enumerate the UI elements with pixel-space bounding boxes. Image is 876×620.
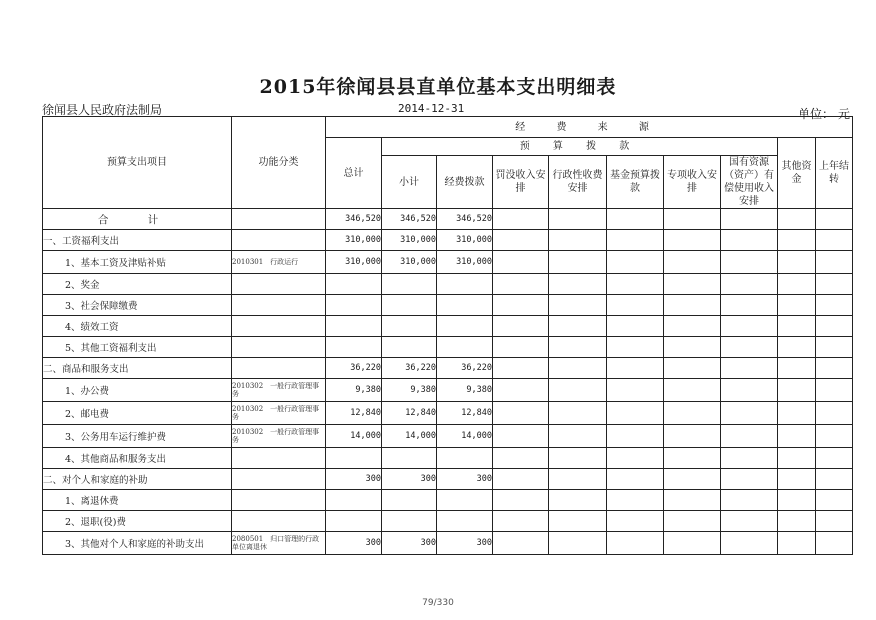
row-item: 1、基本工资及津贴补贴 — [43, 251, 232, 274]
row-fines — [493, 316, 549, 337]
row-item: 合 计 — [43, 209, 232, 230]
table-row — [43, 425, 853, 448]
row-total: 14,000 — [326, 425, 382, 448]
header-fund-budget: 基金预算拨款 — [607, 156, 664, 209]
row-func: 2010302 一般行政管理事务 — [232, 425, 326, 448]
row-carryover — [816, 230, 853, 251]
row-carryover — [816, 251, 853, 274]
row-special-income — [664, 402, 721, 425]
row-func — [232, 448, 326, 469]
row-fines — [493, 230, 549, 251]
row-funds-alloc: 300 — [437, 532, 493, 555]
row-fund-budget — [607, 251, 664, 274]
row-total — [326, 490, 382, 511]
row-other-funds — [778, 490, 816, 511]
row-state-assets — [721, 448, 778, 469]
table-row — [43, 402, 853, 425]
row-admin-fees — [549, 295, 607, 316]
row-subtotal — [382, 490, 437, 511]
row-subtotal — [382, 316, 437, 337]
row-special-income — [664, 274, 721, 295]
row-state-assets — [721, 532, 778, 555]
row-other-funds — [778, 358, 816, 379]
row-state-assets — [721, 274, 778, 295]
row-admin-fees — [549, 358, 607, 379]
row-admin-fees — [549, 274, 607, 295]
row-fund-budget — [607, 379, 664, 402]
row-item: 1、离退休费 — [43, 490, 232, 511]
row-total — [326, 295, 382, 316]
row-funds-alloc — [437, 490, 493, 511]
table-row — [43, 469, 853, 490]
row-fines — [493, 337, 549, 358]
row-special-income — [664, 209, 721, 230]
row-subtotal: 310,000 — [382, 251, 437, 274]
row-admin-fees — [549, 469, 607, 490]
row-fund-budget — [607, 402, 664, 425]
row-item: 4、绩效工资 — [43, 316, 232, 337]
row-state-assets — [721, 469, 778, 490]
page-number: 79/330 — [422, 598, 454, 608]
row-item: 1、办公费 — [43, 379, 232, 402]
row-carryover — [816, 379, 853, 402]
row-total: 9,380 — [326, 379, 382, 402]
row-total: 310,000 — [326, 230, 382, 251]
row-carryover — [816, 532, 853, 555]
header-fines: 罚没收入安排 — [493, 156, 549, 209]
row-other-funds — [778, 402, 816, 425]
row-func — [232, 209, 326, 230]
row-state-assets — [721, 209, 778, 230]
row-special-income — [664, 251, 721, 274]
page-title: 2015年徐闻县县直单位基本支出明细表 — [259, 76, 617, 98]
header-state-assets: 国有资源（资产）有偿使用收入安排 — [721, 156, 778, 209]
row-fund-budget — [607, 490, 664, 511]
row-state-assets — [721, 251, 778, 274]
table-row — [43, 490, 853, 511]
row-admin-fees — [549, 316, 607, 337]
unit-value: 元 — [837, 107, 850, 121]
row-func — [232, 511, 326, 532]
header-carryover: 上年结转 — [816, 138, 853, 209]
row-fines — [493, 209, 549, 230]
row-fund-budget — [607, 295, 664, 316]
row-other-funds — [778, 295, 816, 316]
row-subtotal — [382, 274, 437, 295]
row-total: 310,000 — [326, 251, 382, 274]
row-admin-fees — [549, 230, 607, 251]
unit-label-text: 单位： — [797, 107, 834, 121]
row-item: 2、邮电费 — [43, 402, 232, 425]
header-func: 功能分类 — [232, 117, 326, 209]
row-func: 2010302 一般行政管理事务 — [232, 402, 326, 425]
row-item: 一、工资福利支出 — [43, 230, 232, 251]
row-funds-alloc: 310,000 — [437, 230, 493, 251]
table-row — [43, 316, 853, 337]
row-admin-fees — [549, 425, 607, 448]
row-fines — [493, 402, 549, 425]
row-other-funds — [778, 511, 816, 532]
row-subtotal: 310,000 — [382, 230, 437, 251]
row-carryover — [816, 274, 853, 295]
header-subtotal: 小计 — [382, 156, 437, 209]
row-fines — [493, 511, 549, 532]
row-fines — [493, 490, 549, 511]
row-special-income — [664, 490, 721, 511]
row-total — [326, 274, 382, 295]
row-fines — [493, 379, 549, 402]
organization-name: 徐闻县人民政府法制局 — [42, 103, 163, 117]
row-fines — [493, 274, 549, 295]
row-special-income — [664, 379, 721, 402]
row-item: 二、对个人和家庭的补助 — [43, 469, 232, 490]
row-carryover — [816, 448, 853, 469]
header-budget-alloc: 预 算 拨 款 — [382, 138, 778, 156]
row-total: 300 — [326, 532, 382, 555]
row-subtotal: 12,840 — [382, 402, 437, 425]
row-other-funds — [778, 448, 816, 469]
row-other-funds — [778, 379, 816, 402]
report-date: 2014-12-31 — [398, 102, 465, 115]
row-subtotal: 300 — [382, 469, 437, 490]
row-item: 4、其他商品和服务支出 — [43, 448, 232, 469]
row-fines — [493, 295, 549, 316]
row-state-assets — [721, 425, 778, 448]
row-item: 2、退职(役)费 — [43, 511, 232, 532]
row-func — [232, 469, 326, 490]
row-total: 346,520 — [326, 209, 382, 230]
row-carryover — [816, 402, 853, 425]
row-fund-budget — [607, 511, 664, 532]
header-total: 总计 — [326, 138, 382, 209]
row-func — [232, 274, 326, 295]
row-carryover — [816, 490, 853, 511]
row-fund-budget — [607, 274, 664, 295]
row-func — [232, 337, 326, 358]
row-total — [326, 448, 382, 469]
row-carryover — [816, 316, 853, 337]
row-funds-alloc — [437, 448, 493, 469]
row-other-funds — [778, 469, 816, 490]
total-row — [43, 209, 853, 230]
row-admin-fees — [549, 511, 607, 532]
table-row — [43, 532, 853, 555]
row-item: 3、其他对个人和家庭的补助支出 — [43, 532, 232, 555]
row-subtotal — [382, 295, 437, 316]
row-fund-budget — [607, 358, 664, 379]
table-row — [43, 230, 853, 251]
row-func — [232, 490, 326, 511]
row-state-assets — [721, 295, 778, 316]
row-admin-fees — [549, 490, 607, 511]
row-item: 2、奖金 — [43, 274, 232, 295]
row-state-assets — [721, 511, 778, 532]
row-subtotal: 36,220 — [382, 358, 437, 379]
table-row — [43, 295, 853, 316]
row-fund-budget — [607, 316, 664, 337]
row-total: 12,840 — [326, 402, 382, 425]
row-subtotal — [382, 337, 437, 358]
row-item: 二、商品和服务支出 — [43, 358, 232, 379]
header-special-income: 专项收入安排 — [664, 156, 721, 209]
table-header — [43, 117, 853, 209]
table-row — [43, 379, 853, 402]
row-fund-budget — [607, 532, 664, 555]
row-funds-alloc: 346,520 — [437, 209, 493, 230]
row-funds-alloc: 14,000 — [437, 425, 493, 448]
row-admin-fees — [549, 448, 607, 469]
row-fines — [493, 358, 549, 379]
row-carryover — [816, 358, 853, 379]
row-funds-alloc: 9,380 — [437, 379, 493, 402]
row-func: 2080501 归口管理的行政单位离退休 — [232, 532, 326, 555]
row-admin-fees — [549, 337, 607, 358]
table-row — [43, 448, 853, 469]
row-item: 3、社会保障缴费 — [43, 295, 232, 316]
table-row — [43, 274, 853, 295]
row-admin-fees — [549, 532, 607, 555]
row-state-assets — [721, 490, 778, 511]
row-item: 3、公务用车运行维护费 — [43, 425, 232, 448]
row-subtotal: 9,380 — [382, 379, 437, 402]
row-item: 5、其他工资福利支出 — [43, 337, 232, 358]
row-other-funds — [778, 274, 816, 295]
row-funds-alloc: 300 — [437, 469, 493, 490]
row-other-funds — [778, 209, 816, 230]
row-other-funds — [778, 425, 816, 448]
row-state-assets — [721, 379, 778, 402]
row-total — [326, 337, 382, 358]
row-special-income — [664, 532, 721, 555]
expenditure-table — [42, 116, 853, 555]
row-special-income — [664, 316, 721, 337]
row-carryover — [816, 511, 853, 532]
row-subtotal: 346,520 — [382, 209, 437, 230]
row-funds-alloc — [437, 274, 493, 295]
row-funds-alloc — [437, 511, 493, 532]
row-carryover — [816, 295, 853, 316]
row-other-funds — [778, 337, 816, 358]
row-fund-budget — [607, 337, 664, 358]
row-subtotal — [382, 511, 437, 532]
row-other-funds — [778, 230, 816, 251]
table-row — [43, 511, 853, 532]
row-fines — [493, 425, 549, 448]
row-special-income — [664, 337, 721, 358]
row-admin-fees — [549, 251, 607, 274]
row-special-income — [664, 425, 721, 448]
table-row — [43, 358, 853, 379]
row-total — [326, 511, 382, 532]
row-subtotal: 300 — [382, 532, 437, 555]
row-total: 300 — [326, 469, 382, 490]
row-state-assets — [721, 230, 778, 251]
row-funds-alloc: 12,840 — [437, 402, 493, 425]
row-admin-fees — [549, 209, 607, 230]
row-admin-fees — [549, 402, 607, 425]
row-fines — [493, 469, 549, 490]
table-row — [43, 337, 853, 358]
row-func — [232, 316, 326, 337]
row-func: 2010301 行政运行 — [232, 251, 326, 274]
row-funds-alloc: 36,220 — [437, 358, 493, 379]
row-other-funds — [778, 532, 816, 555]
row-state-assets — [721, 358, 778, 379]
row-fund-budget — [607, 425, 664, 448]
table-row — [43, 251, 853, 274]
row-special-income — [664, 511, 721, 532]
row-func: 2010302 一般行政管理事务 — [232, 379, 326, 402]
row-fund-budget — [607, 469, 664, 490]
row-funds-alloc — [437, 316, 493, 337]
row-carryover — [816, 469, 853, 490]
row-carryover — [816, 337, 853, 358]
row-carryover — [816, 425, 853, 448]
header-admin-fees: 行政性收费安排 — [549, 156, 607, 209]
row-special-income — [664, 230, 721, 251]
row-func — [232, 358, 326, 379]
header-other-funds: 其他资金 — [778, 138, 816, 209]
table-body — [43, 209, 853, 555]
row-total: 36,220 — [326, 358, 382, 379]
row-other-funds — [778, 316, 816, 337]
row-admin-fees — [549, 379, 607, 402]
row-fund-budget — [607, 209, 664, 230]
row-special-income — [664, 469, 721, 490]
row-fund-budget — [607, 448, 664, 469]
row-funds-alloc — [437, 337, 493, 358]
row-special-income — [664, 358, 721, 379]
row-subtotal — [382, 448, 437, 469]
row-state-assets — [721, 337, 778, 358]
row-func — [232, 295, 326, 316]
row-state-assets — [721, 402, 778, 425]
row-special-income — [664, 295, 721, 316]
row-fines — [493, 532, 549, 555]
header-item: 预算支出项目 — [43, 117, 232, 209]
row-subtotal: 14,000 — [382, 425, 437, 448]
row-fines — [493, 448, 549, 469]
row-fines — [493, 251, 549, 274]
row-special-income — [664, 448, 721, 469]
row-carryover — [816, 209, 853, 230]
row-fund-budget — [607, 230, 664, 251]
header-funds-alloc: 经费拨款 — [437, 156, 493, 209]
row-total — [326, 316, 382, 337]
header-funding-source: 经 费 来 源 — [326, 117, 853, 138]
row-funds-alloc — [437, 295, 493, 316]
row-state-assets — [721, 316, 778, 337]
row-funds-alloc: 310,000 — [437, 251, 493, 274]
row-other-funds — [778, 251, 816, 274]
row-func — [232, 230, 326, 251]
